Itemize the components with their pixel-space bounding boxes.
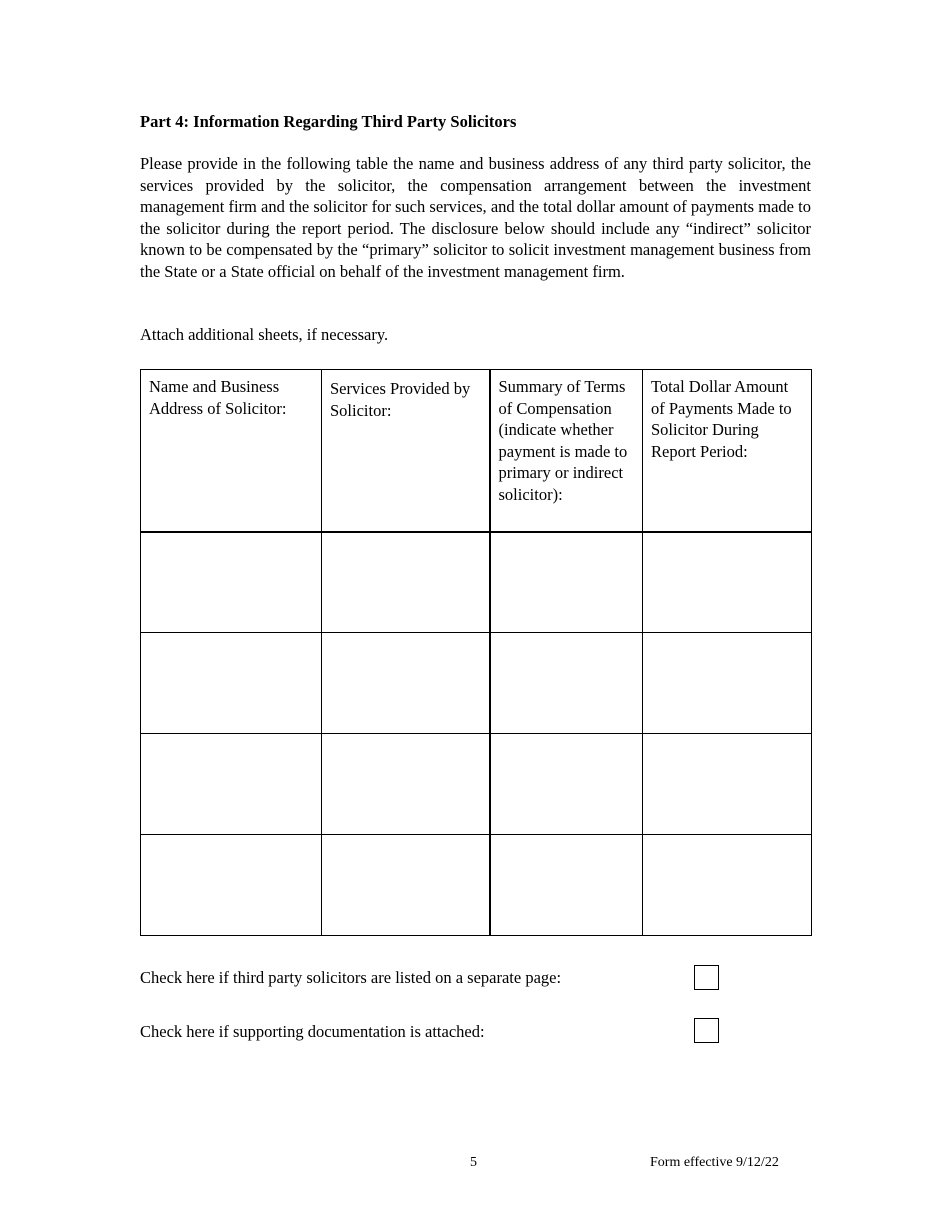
cell-summary[interactable] xyxy=(490,633,643,734)
table-row xyxy=(141,835,812,936)
table-row xyxy=(141,734,812,835)
instructions-paragraph: Please provide in the following table the name and business address of any third party solicitor, the services provided by the solicitor, the compensation arrangement between the investment management firm and the solicitor for such services, and the total dollar amount of payments made to the solicitor during the report period. The disclosure below should include any “indirect” solicitor known to be compensated by the “primary” solicitor to solicit investment management business from the State or a State official on behalf of the investment management firm. xyxy=(140,154,811,281)
header-total-payments: Total Dollar Amount of Payments Made to Solicitor During Report Period: xyxy=(643,370,812,532)
header-summary-compensation: Summary of Terms of Compensation (indicate whether payment is made to primary or indirect solicitor): xyxy=(490,370,643,532)
cell-summary[interactable] xyxy=(490,532,643,633)
table-row xyxy=(141,633,812,734)
section-title: Part 4: Information Regarding Third Party Solicitors xyxy=(140,112,517,131)
cell-summary[interactable] xyxy=(490,734,643,835)
cell-services[interactable] xyxy=(322,835,490,936)
table-row xyxy=(141,532,812,633)
header-services: Services Provided by Solicitor: xyxy=(322,370,490,532)
cell-services[interactable] xyxy=(322,532,490,633)
cell-services[interactable] xyxy=(322,633,490,734)
cell-total[interactable] xyxy=(643,734,812,835)
solicitor-table xyxy=(140,369,812,936)
separate-page-check-label: Check here if third party solicitors are listed on a separate page: xyxy=(140,968,562,987)
cell-total[interactable] xyxy=(643,835,812,936)
separate-page-checkbox[interactable] xyxy=(694,965,719,990)
supporting-docs-checkbox[interactable] xyxy=(694,1018,719,1043)
table-header-row xyxy=(141,370,812,532)
supporting-docs-check-label: Check here if supporting documentation is attached: xyxy=(140,1022,485,1041)
form-effective-date: Form effective 9/12/22 xyxy=(650,1155,779,1170)
cell-summary[interactable] xyxy=(490,835,643,936)
cell-services[interactable] xyxy=(322,734,490,835)
cell-name-address[interactable] xyxy=(141,734,322,835)
cell-name-address[interactable] xyxy=(141,835,322,936)
header-name-address: Name and Business Address of Solicitor: xyxy=(141,370,322,532)
cell-total[interactable] xyxy=(643,532,812,633)
page-number: 5 xyxy=(470,1155,477,1170)
cell-total[interactable] xyxy=(643,633,812,734)
attach-note: Attach additional sheets, if necessary. xyxy=(140,325,389,344)
cell-name-address[interactable] xyxy=(141,633,322,734)
cell-name-address[interactable] xyxy=(141,532,322,633)
